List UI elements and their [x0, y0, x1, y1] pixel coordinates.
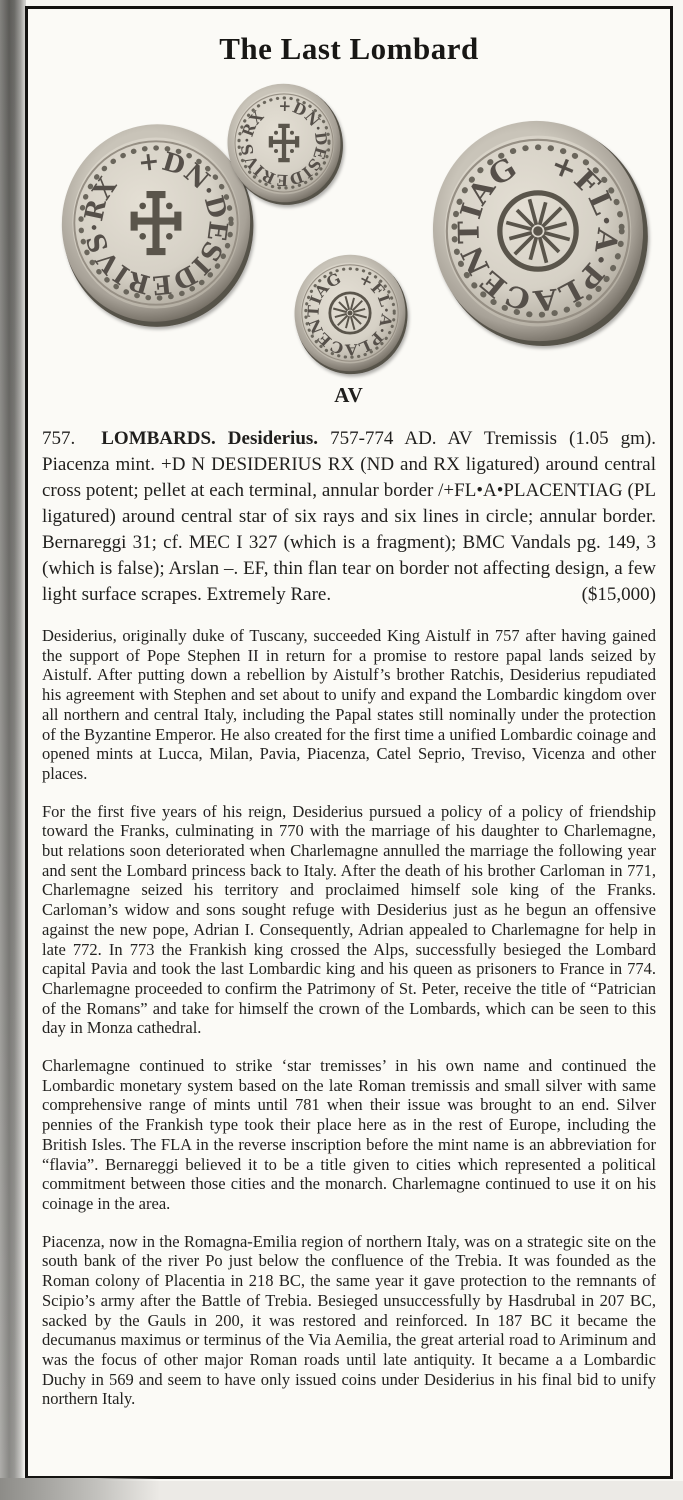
coin-photo-reverse-large	[418, 107, 654, 359]
commentary-paragraph: Charlemagne continued to strike ‘star tremisses’ in his own name and continued the Lombardic monetary system based on the late Roman tremissis and small silver with same comprehensive range of mints until 781 when their issue was brought to an end. Silver pennies of the Frankish type took their place here as in the rest of Europe, including the British Isles. The FLA in the reverse inscription before the mint name is an abbreviation for “flavia”. Bernareggi believed it to be a title given to cities which represented a political commitment between those cities and the monarch. Charlemagne continued to use it on his coinage in the area.	[42, 1056, 656, 1213]
lot-title: LOMBARDS. Desiderius.	[101, 428, 319, 449]
commentary-paragraph: Desiderius, originally duke of Tuscany, succeeded King Aistulf in 757 after having gained the support of Pope Stephen II in return for a promise to restore papal lands seized by Aistulf. After putting down a rebellion by Aistulf’s brother Ratchis, Desiderius repudiated his agreement with Stephen and set about to unify and expand the Lombardic kingdom over all northern and central Italy, including the Papal states still nominally under the protection of the Byzantine Emperor. He also created for the first time a unified Lombardic coinage and opened mints at Lucca, Milan, Pavia, Piacenza, Catel Seprio, Treviso, Vicenza and other places.	[42, 626, 656, 783]
coin-legend-obverse: +DN·DESIDERIVS·RX	[237, 96, 330, 190]
page-title: The Last Lombard	[219, 31, 479, 66]
scan-binding-shadow	[0, 0, 26, 1500]
metal-caption: AV	[334, 383, 364, 407]
commentary-paragraph: For the first five years of his reign, Desiderius pursued a policy of a policy of friendship toward the Franks, culminating in 770 with the marriage of his daughter to Charlemagne, but relations soon deteriorated when Charlemagne annulled the marriage the following year and sent the Lombard princess back to Italy. After the death of his brother Carloman in 771, Charlemagne seized his territory and proclaimed himself sole king of the Franks. Carloman’s widow and sons sought refuge with Desiderius just as he begun an offensive against the new pope, Adrian I. Consequently, Adrian appealed to Charlemagne for help in late 772. In 773 the Frankish king crossed the Alps, successfully besieged the Lombard capital Pavia and took the last Lombardic king and his queen as prisoners to France in 774. Charlemagne proceeded to confirm the Patrimony of St. Peter, receive the title of “Patrician of the Romans” and take for himself the crown of the Lombards, which can be seen to this day in Monza cathedral.	[42, 801, 656, 1038]
scan-artifact	[0, 1478, 160, 1500]
commentary-paragraph: Piacenza, now in the Romagna-Emilia region of northern Italy, was on a strategic site on the south bank of the river Po just below the confluence of the Trebia. It was founded as the Roman colony of Placentia in 218 BC, the same year it gave protection to the remnants of Scipio’s army after the Battle of Trebia. Besieged unsuccessfully by Hasdrubal in 207 BC, sacked by the Gauls in 200, it was restored and reinforced. In 187 BC it became the decumanus maximus or terminus of the Via Aemilia, the great arterial road to Ariminum and was the focus of other major Roman roads until late antiquity. It became a a Lombardic Duchy in 569 and seem to have only issued coins under Desiderius in his final bid to unify northern Italy.	[42, 1231, 656, 1409]
page-border-frame	[25, 6, 673, 1479]
commentary-section	[42, 626, 656, 1409]
lot-entry	[42, 426, 656, 608]
coin-plate-photo	[44, 73, 655, 383]
coin-legend-reverse: +FL·A·PLACENTIAG	[303, 269, 396, 359]
lot-description: 757-774 AD. AV Tremissis (1.05 gm). Piacenza mint. +D N DESIDERIUS RX (ND and RX ligatured) around central cross potent; pellet at each terminal, annular border /+FL•A•PLACENTIAG (PL ligatured) around central star of six rays and six lines in circle; annular border. Bernareggi 31; cf. MEC I 327 (which is a fragment); BMC Vandals pg. 149, 3 (which is false); Arslan –. EF, thin flan tear on border not affecting design, a few light surface scrapes. Extremely Rare.	[42, 428, 657, 605]
lot-number: 757.	[42, 428, 76, 449]
coin-legend-reverse: +FL·A·PLACENTIAG	[450, 146, 625, 318]
coin-legend-obverse: +DN·DESIDERIVS·RX	[78, 146, 233, 300]
coin-photo-reverse-small	[289, 250, 412, 379]
lot-price-estimate: ($15,000)	[581, 584, 656, 605]
